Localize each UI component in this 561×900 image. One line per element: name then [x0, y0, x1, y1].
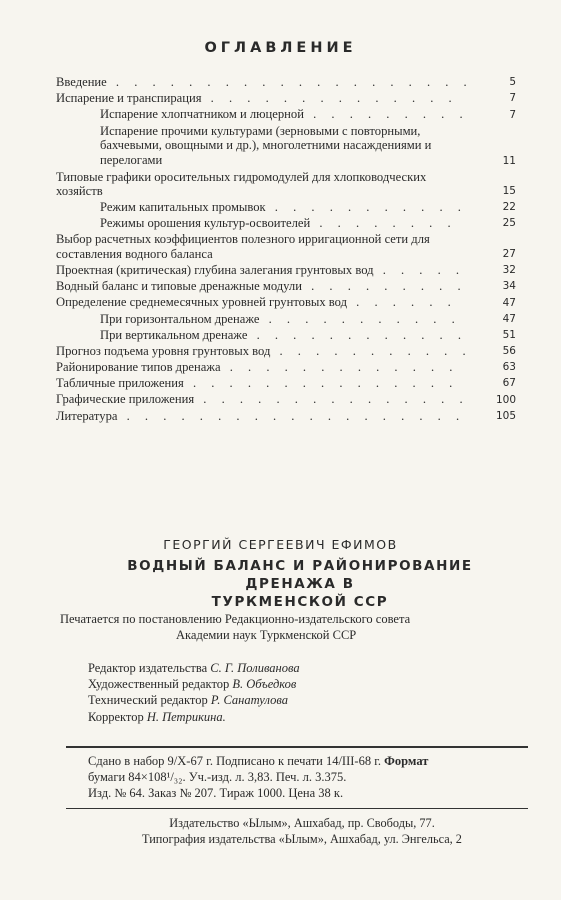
- book-title-line-2: ТУРКМЕНСКОЙ ССР: [211, 594, 389, 610]
- publication-note-line-1: Печатается по постановлению Редакционно-издательского совета: [60, 612, 411, 626]
- toc-entry-page: 25: [502, 217, 516, 230]
- toc-entry-title: Выбор расчетных коэффициентов полезного ирригационной сети для составления водного баланса: [56, 232, 430, 262]
- toc-entry: [56, 312, 516, 328]
- toc-entry-title: Введение . .: [56, 75, 466, 90]
- imprint-line-2: бумаги 84×108¹/₃₂. Уч.-изд. л. 3,83. Печ. л. 3.375.: [88, 770, 347, 784]
- publication-note-line-2: Академии наук Туркменской ССР: [176, 628, 357, 642]
- toc-entry-title: Проектная (критическая) глубина залегания грунтовых вод . .: [56, 263, 466, 278]
- credit-line: [88, 676, 300, 692]
- toc-entry-title: Испарение прочими культурами (зерновыми с повторными, бахчевыми, овощными и др.), многолетними насаждениями и перелогами: [100, 123, 432, 167]
- toc-entry-page: 63: [502, 361, 516, 374]
- credit-name: Н. Петрикина.: [146, 709, 226, 724]
- toc-entry-page: 56: [502, 345, 516, 358]
- toc-entry-page: 105: [495, 409, 516, 422]
- toc-title: ОГЛАВЛЕНИЕ: [204, 40, 357, 56]
- book-title: [80, 557, 520, 611]
- imprint-line-1: Сдано в набор 9/X-67 г. Подписано к печати 14/III-68 г.: [88, 754, 382, 768]
- editorial-credits: [88, 660, 300, 725]
- toc-entry: [56, 376, 516, 392]
- toc-entry: [56, 124, 516, 170]
- toc-entry: [56, 328, 516, 344]
- toc-entry: [56, 107, 516, 123]
- toc-entry-page: 27: [502, 247, 516, 260]
- toc-entry-page: 67: [502, 377, 516, 390]
- toc-entry-title: Режим капитальных промывок . .: [100, 200, 466, 215]
- toc-entry: [56, 91, 516, 107]
- credit-name: С. Г. Поливанова: [210, 661, 300, 675]
- toc-entry-page: 7: [509, 108, 516, 121]
- toc-entry-title: Водный баланс и типовые дренажные модули . .: [56, 279, 466, 294]
- toc-entry-page: 34: [502, 280, 516, 293]
- imprint-block: [88, 753, 428, 801]
- footer-line-2: Типография издательства «Ылым», Ашхабад, ул. Энгельса, 2: [142, 832, 462, 846]
- toc-entry-title: Испарение и транспирация . .: [56, 91, 466, 106]
- credit-line: [88, 660, 300, 676]
- toc-entry-title: Районирование типов дренажа . .: [56, 360, 466, 375]
- toc-entry: [56, 344, 516, 360]
- toc-entry: [56, 232, 516, 263]
- book-author: ГЕОРГИЙ СЕРГЕЕВИЧ ЕФИМОВ: [163, 537, 398, 552]
- imprint-line-3: Изд. № 64. Заказ № 207. Тираж 1000. Цена 38 к.: [88, 786, 344, 800]
- toc-entry: [56, 75, 516, 91]
- footer-line-1: Издательство «Ылым», Ашхабад, пр. Свободы, 77.: [169, 816, 435, 830]
- divider-top: [66, 746, 528, 748]
- credit-role: Корректор: [88, 709, 144, 724]
- toc-entry: [56, 409, 516, 425]
- toc-entry-title: Испарение хлопчатником и люцерной . .: [100, 107, 466, 122]
- toc-entry: [56, 295, 516, 311]
- credit-role: Технический редактор: [88, 693, 208, 708]
- toc-entry: [56, 200, 516, 216]
- toc-entry-title: Литература . .: [56, 409, 466, 424]
- toc-entry-title: Прогноз подъема уровня грунтовых вод . .: [56, 344, 466, 359]
- toc-entry-title: При вертикальном дренаже . .: [100, 328, 466, 343]
- toc-entry: [56, 170, 516, 201]
- toc-entry-title: Определение среднемесячных уровней грунтовых вод . .: [56, 295, 466, 310]
- toc-entry-page: 22: [502, 201, 516, 214]
- toc-entry-page: 11: [502, 154, 516, 167]
- book-title-line-1: ВОДНЫЙ БАЛАНС И РАЙОНИРОВАНИЕ ДРЕНАЖА В: [127, 558, 473, 592]
- toc-entry-page: 15: [502, 185, 516, 198]
- toc-entry-page: 32: [502, 264, 516, 277]
- credit-role: Художественный редактор: [88, 677, 230, 692]
- toc-entry-page: 5: [509, 76, 516, 89]
- imprint-format-label: Формат: [384, 754, 429, 768]
- toc-entry-page: 47: [502, 296, 516, 309]
- table-of-contents: [56, 75, 516, 425]
- publisher-footer: [72, 815, 532, 847]
- toc-entry: [56, 216, 516, 232]
- publication-note: [60, 611, 540, 643]
- toc-entry: [56, 392, 516, 408]
- toc-entry: [56, 360, 516, 376]
- toc-entry-title: Графические приложения . .: [56, 392, 466, 407]
- toc-entry-title: Табличные приложения . .: [56, 376, 466, 391]
- toc-entry-page: 100: [495, 393, 516, 406]
- toc-entry: [56, 279, 516, 295]
- credit-role: Редактор издательства: [88, 661, 208, 675]
- toc-entry-page: 51: [502, 328, 516, 341]
- credit-line: [88, 709, 300, 725]
- credit-name: Р. Санатулова: [210, 693, 288, 708]
- toc-entry-title: Режимы орошения культур-освоителей . .: [100, 216, 466, 231]
- toc-entry: [56, 263, 516, 279]
- toc-entry-title: При горизонтальном дренаже . .: [100, 312, 466, 327]
- credit-name: В. Объедков: [232, 677, 297, 692]
- divider-bottom: [66, 808, 528, 809]
- credit-line: [88, 692, 300, 708]
- toc-entry-page: 7: [509, 92, 516, 105]
- toc-entry-title: Типовые графики оросительных гидромодулей для хлопководческих хозяйств: [56, 169, 427, 199]
- toc-entry-page: 47: [502, 312, 516, 325]
